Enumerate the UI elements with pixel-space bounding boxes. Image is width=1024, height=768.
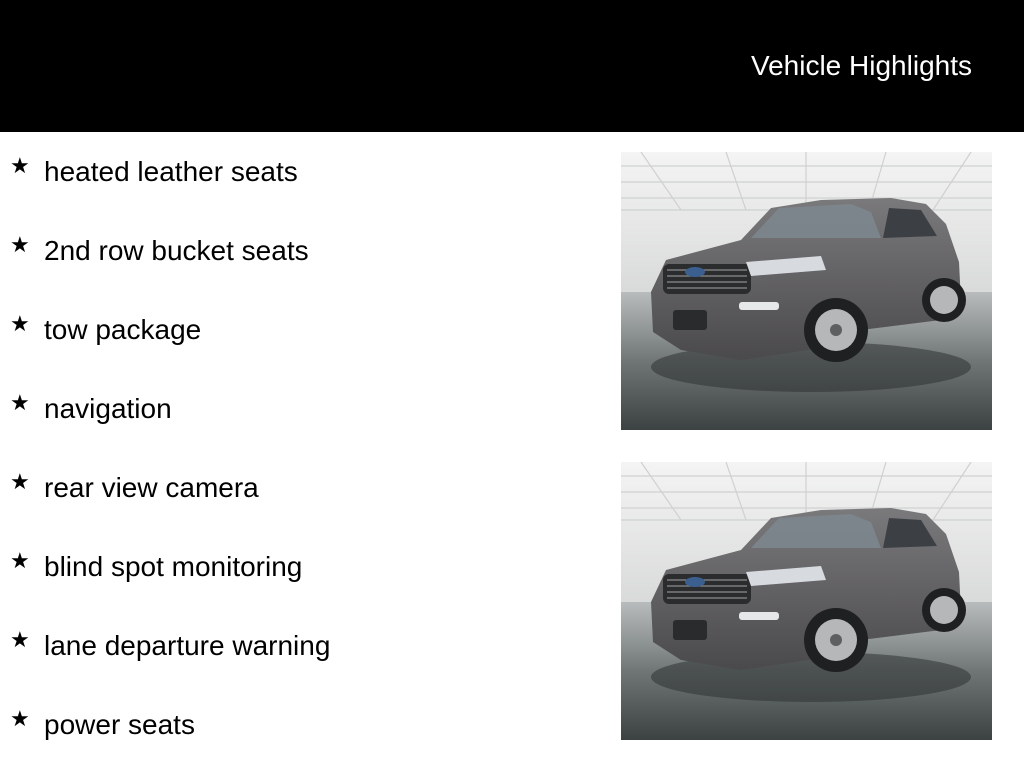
feature-label: rear view camera xyxy=(44,472,259,503)
page-title: Vehicle Highlights xyxy=(750,50,972,81)
vehicle-photo xyxy=(621,462,992,740)
feature-label: power seats xyxy=(44,709,195,740)
star-icon: ★ xyxy=(10,628,30,653)
list-item xyxy=(10,310,201,350)
feature-label: blind spot monitoring xyxy=(44,551,303,582)
feature-label: 2nd row bucket seats xyxy=(44,235,309,266)
feature-label: heated leather seats xyxy=(44,156,298,187)
star-icon: ★ xyxy=(10,233,30,258)
star-icon: ★ xyxy=(10,154,30,179)
star-icon: ★ xyxy=(10,549,30,574)
list-item xyxy=(10,547,302,587)
list-item xyxy=(10,231,309,271)
vehicle-photo xyxy=(621,152,992,430)
star-icon: ★ xyxy=(10,312,30,337)
star-icon: ★ xyxy=(10,391,30,416)
list-item xyxy=(10,705,195,745)
star-icon: ★ xyxy=(10,470,30,495)
list-item xyxy=(10,468,259,508)
feature-label: navigation xyxy=(44,393,172,424)
star-icon: ★ xyxy=(10,707,30,732)
list-item xyxy=(10,626,330,666)
list-item xyxy=(10,389,172,429)
feature-label: tow package xyxy=(44,314,202,345)
feature-label: lane departure warning xyxy=(44,630,331,661)
list-item xyxy=(10,152,298,192)
page-header xyxy=(0,0,1024,132)
